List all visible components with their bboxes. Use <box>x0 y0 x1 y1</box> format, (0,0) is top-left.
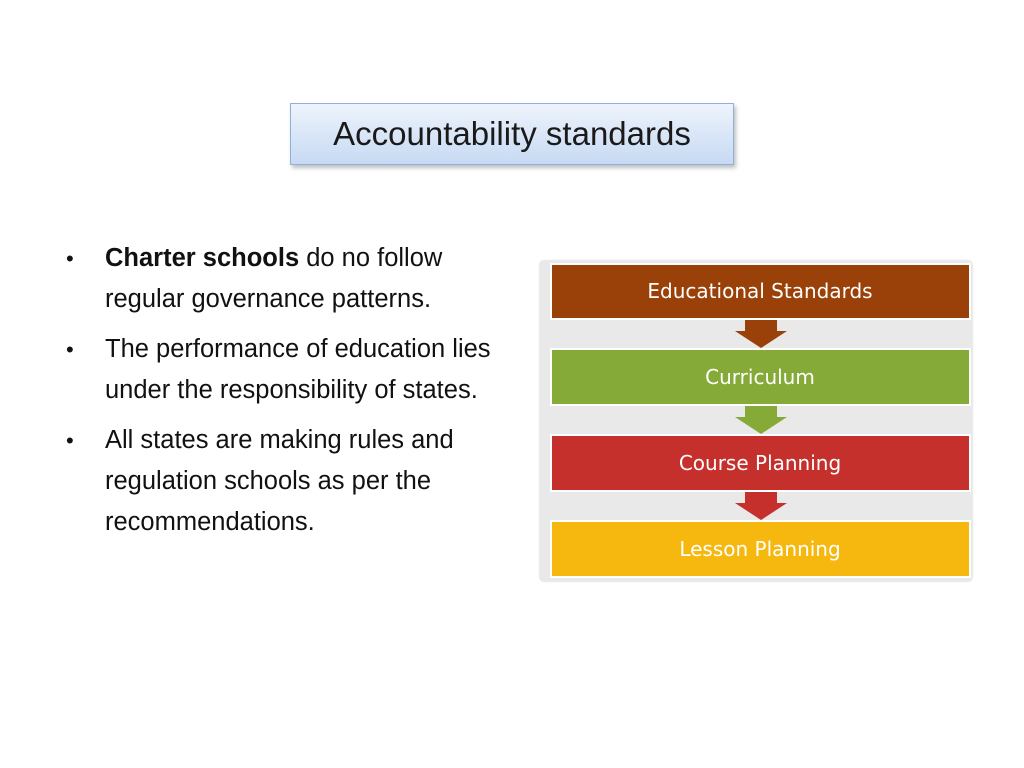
step-educational-standards <box>551 264 970 319</box>
bullet-bold-text: Charter schools <box>105 244 300 272</box>
title-box <box>290 103 734 165</box>
bullet-item <box>62 329 502 411</box>
process-diagram-svg <box>540 261 972 581</box>
bullet-dot-icon: • <box>66 246 74 271</box>
down-arrow-icon <box>735 405 787 434</box>
step-curriculum <box>551 349 970 405</box>
bullet-dot-icon: • <box>66 337 74 362</box>
bullet-list <box>62 238 502 552</box>
process-diagram <box>540 261 972 581</box>
bullet-item <box>62 238 502 320</box>
bullet-text: The performance of education lies under the responsibility of states. <box>105 335 491 404</box>
step-lesson-planning <box>551 521 970 577</box>
step-label: Course Planning <box>678 451 842 475</box>
step-label: Curriculum <box>705 365 815 389</box>
bullet-item <box>62 420 502 543</box>
bullet-text: do no follow regular governance patterns. <box>105 244 443 313</box>
down-arrow-icon <box>735 319 787 348</box>
down-arrow-icon <box>735 491 787 520</box>
step-label: Educational Standards <box>647 279 873 303</box>
step-label: Lesson Planning <box>679 537 841 561</box>
slide-title: Accountability standards <box>333 115 691 152</box>
step-course-planning <box>551 435 970 491</box>
bullet-text: All states are making rules and regulation schools as per the recommendations. <box>105 426 454 536</box>
bullet-dot-icon: • <box>66 428 74 453</box>
